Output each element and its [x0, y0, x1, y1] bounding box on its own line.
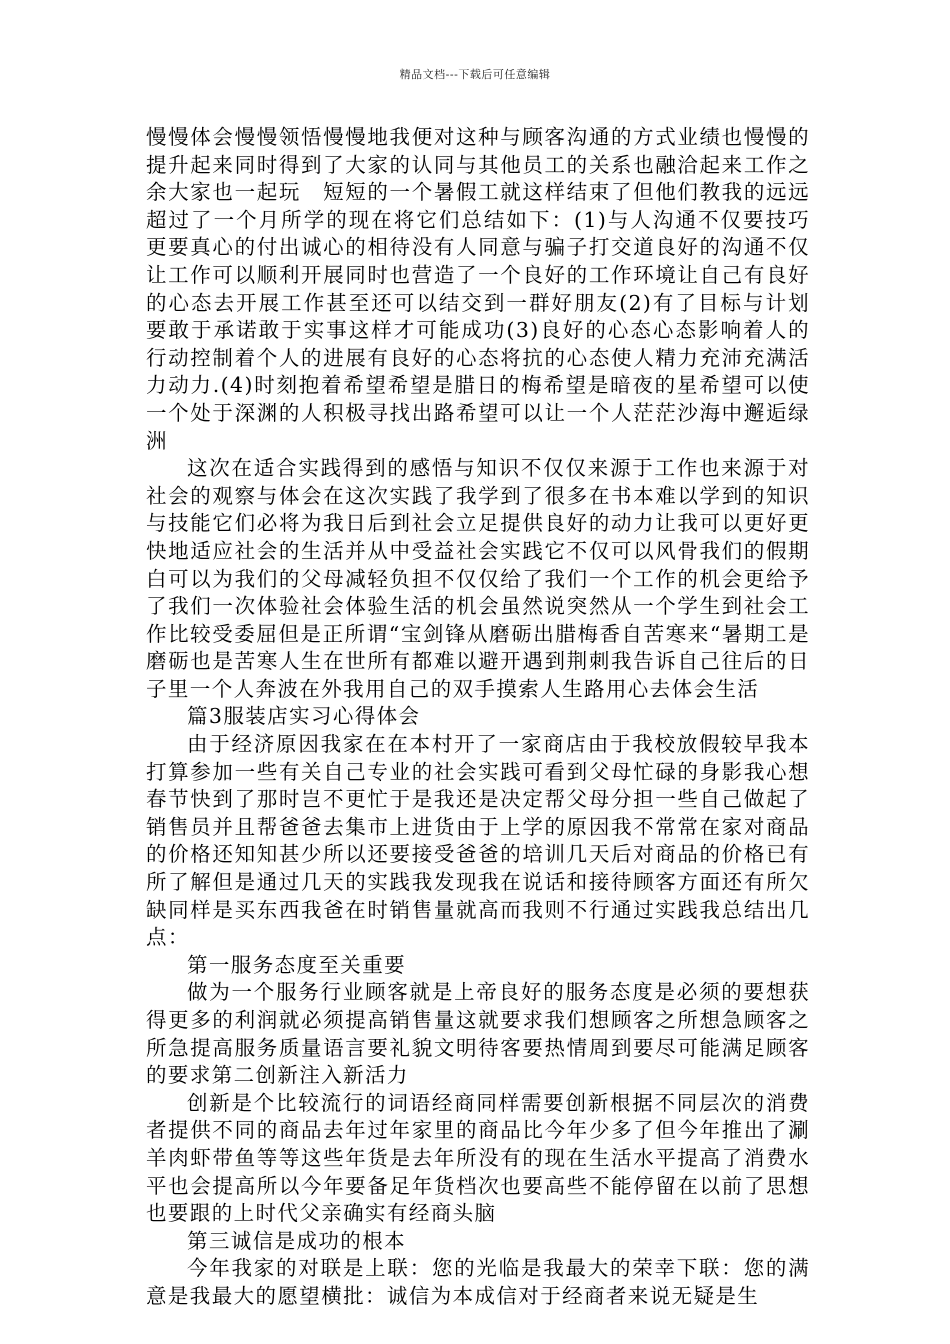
- page-header-note: 精品文档---下载后可任意编辑: [399, 68, 551, 81]
- paragraph: 今年我家的对联是上联：您的光临是我最大的荣幸下联：您的满意是我最大的愿望横批：诚信为本成信对于经商者来说无疑是生: [146, 1256, 810, 1308]
- document-body: [146, 124, 810, 1311]
- paragraph: 由于经济原因我家在在本村开了一家商店由于我校放假较早我本打算参加一些有关自己专业的社会实践可看到父母忙碌的身影我心想春节快到了那时岂不更忙于是我还是决定帮父母分担一些自己做起了销售员并且帮爸爸去集市上进货由于上学的原因我不常常在家对商品的价格还知知甚少所以还要接受爸爸的培训几天后对商品的价格已有所了解但是通过几天的实践我发现我在说话和接待顾客方面还有所欠缺同样是买东西我爸在时销售量就高而我则不行通过实践我总结出几点：: [146, 732, 810, 950]
- paragraph: 这次在适合实践得到的感悟与知识不仅仅来源于工作也来源于对社会的观察与体会在这次实践了我学到了很多在书本难以学到的知识与技能它们必将为我日后到社会立足提供良好的动力让我可以更好更快地适应社会的生活并从中受益社会实践它不仅可以风骨我们的假期白可以为我们的父母减轻负担不仅仅给了我们一个工作的机会更给予了我们一次体验社会体验生活的机会虽然说突然从一个学生到社会工作比较受委屈但是正所谓“宝剑锋从磨砺出腊梅香自苦寒来“暑期工是磨砺也是苦寒人生在世所有都难以避开遇到荆刺我告诉自己往后的日子里一个人奔波在外我用自己的双手摸索人生路用心去体会生活: [146, 456, 810, 701]
- paragraph: 慢慢体会慢慢领悟慢慢地我便对这种与顾客沟通的方式业绩也慢慢的提升起来同时得到了大家的认同与其他员工的关系也融洽起来工作之余大家也一起玩 短短的一个暑假工就这样结束了但他们教我的远远超过了一个月所学的现在将它们总结如下：(1)与人沟通不仅要技巧更要真心的付出诚心的相待没有人同意与骗子打交道良好的沟通不仅让工作可以顺利开展同时也营造了一个良好的工作环境让自己有良好的心态去开展工作甚至还可以结交到一群好朋友(2)有了目标与计划要敢于承诺敢于实事这样才可能成功(3)良好的心态心态影响着人的行动控制着个人的进展有良好的心态将抗的心态使人精力充沛充满活力动力.(4)时刻抱着希望希望是腊日的梅希望是暗夜的星希望可以使一个处于深渊的人积极寻找出路希望可以让一个人茫茫沙海中邂逅绿洲: [146, 125, 810, 453]
- section-heading: 第一服务态度至关重要: [187, 952, 406, 977]
- section-heading: 第三诚信是成功的根本: [187, 1228, 406, 1253]
- paragraph: 创新是个比较流行的词语经商同样需要创新根据不同层次的消费者提供不同的商品去年过年家里的商品比今年少多了但今年推出了涮羊肉虾带鱼等等这些年货是去年所没有的现在生活水平提高了消费水平也会提高所以今年要备足年货档次也要高些不能停留在以前了思想也要跟的上时代父亲确实有经商头脑: [146, 1090, 810, 1226]
- section-heading: 篇3服装店实习心得体会: [187, 704, 421, 729]
- paragraph: 做为一个服务行业顾客就是上帝良好的服务态度是必须的要想获得更多的利润就必须提高销售量这就要求我们想顾客之所想急顾客之所急提高服务质量语言要礼貌文明待客要热情周到要尽可能满足顾客的要求第二创新注入新活力: [146, 980, 810, 1088]
